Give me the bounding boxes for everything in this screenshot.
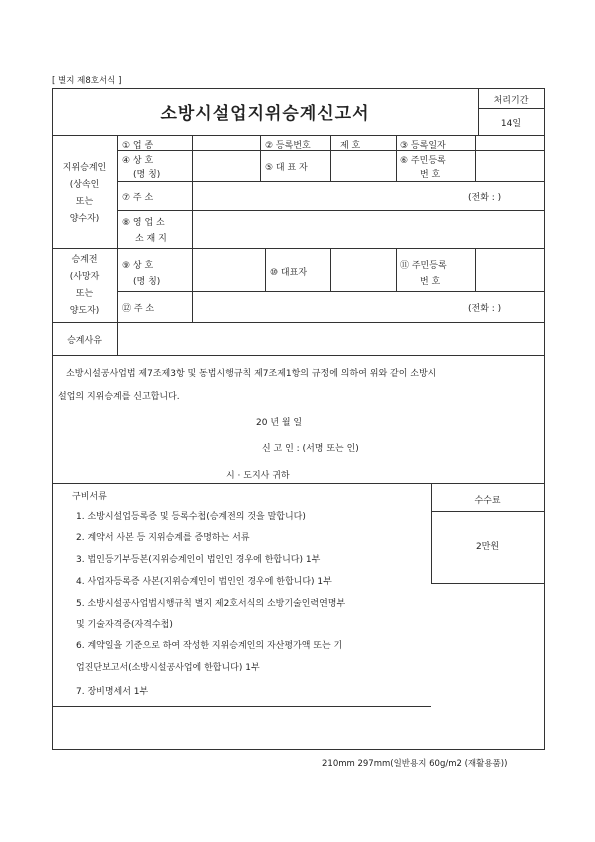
business-type-field[interactable]	[193, 136, 259, 150]
phone-label: (전화 : )	[468, 193, 502, 203]
resident-number-label: ⑥ 주민등록	[400, 156, 446, 166]
predecessor-resident-number-field[interactable]	[476, 249, 543, 291]
trade-name-sublabel: (명 칭)	[133, 170, 161, 180]
list-item: 4. 사업자등록증 사본(지위승계인이 법인인 경우에 한합니다) 1부	[76, 577, 332, 587]
predecessor-resident-number-label: ⑪ 주민등록	[400, 261, 447, 271]
predecessor-resident-number-sublabel: 번 호	[420, 277, 441, 287]
fee-label: 수수료	[474, 496, 501, 506]
registration-number-value[interactable]: 제 호	[340, 141, 361, 151]
succession-reason-label: 승계사유	[67, 336, 102, 346]
predecessor-trade-name-field[interactable]	[193, 249, 264, 291]
office-location-field[interactable]	[193, 211, 543, 248]
form-title: 소방시설업지위승계신고서	[160, 104, 370, 124]
predecessor-address-label: ⑫ 주 소	[122, 304, 155, 314]
office-location-sublabel: 소 재 지	[135, 234, 167, 244]
processing-period-label: 처리기간	[493, 96, 529, 106]
list-item: 7. 장비명세서 1부	[76, 687, 149, 697]
list-item: 업진단보고서(소방시설공사업에 한합니다) 1부	[76, 663, 260, 673]
address-label: ⑦ 주 소	[122, 193, 154, 203]
resident-number-sublabel: 번 호	[420, 170, 441, 180]
statement-line-1: 소방시설공사업법 제7조제3항 및 동법시행규칙 제7조제1항의 규정에 의하여 위와 같이 소방시	[66, 369, 437, 379]
representative-label: ⑤ 대 표 자	[265, 163, 308, 173]
trade-name-label: ④ 상 호	[122, 156, 154, 166]
list-item: 3. 법인등기부등본(지위승계인이 법인인 경우에 한합니다) 1부	[76, 555, 321, 565]
paper-spec-footer: 210mm 297mm(일반용지 60g/m2 (재활용품))	[322, 759, 508, 769]
required-documents-heading: 구비서류	[72, 492, 107, 502]
form-number: [ 별지 제8호서식 ]	[52, 76, 122, 86]
trade-name-field[interactable]	[193, 151, 259, 181]
list-item: 1. 소방시설업등록증 및 등록수첩(승계전의 것을 말합니다)	[76, 512, 306, 522]
registration-date-field[interactable]	[476, 136, 543, 150]
predecessor-trade-name-sublabel: (명 칭)	[133, 277, 161, 287]
list-item: 및 기술자격증(자격수첩)	[76, 620, 173, 630]
registration-date-label: ③ 등록일자	[400, 141, 446, 151]
successor-section-label: 지위승계인 (상속인 또는 양수자)	[62, 163, 107, 224]
processing-period-value: 14일	[500, 119, 522, 129]
recipient-line: 시 · 도지사 귀하	[226, 471, 290, 481]
statement-line-2: 설업의 지위승계를 신고합니다.	[58, 392, 180, 402]
address-field[interactable]	[193, 182, 463, 210]
succession-reason-field[interactable]	[118, 323, 543, 355]
predecessor-address-field[interactable]	[193, 292, 463, 322]
business-type-label: ① 업 종	[122, 141, 154, 151]
predecessor-trade-name-label: ⑨ 상 호	[122, 261, 154, 271]
registration-number-label: ② 등록번호	[265, 141, 311, 151]
fee-value: 2만원	[475, 542, 500, 552]
office-location-label: ⑧ 영 업 소	[122, 218, 165, 228]
predecessor-section-label: 승계전 (사망자 또는 양도자)	[69, 255, 100, 316]
report-date[interactable]: 20 년 월 일	[256, 418, 303, 428]
predecessor-representative-field[interactable]	[331, 249, 395, 291]
representative-field[interactable]	[331, 151, 395, 181]
predecessor-representative-label: ⑩ 대표자	[270, 268, 308, 278]
resident-number-field[interactable]	[476, 151, 543, 181]
predecessor-phone-label: (전화 : )	[468, 304, 502, 314]
list-item: 5. 소방시설공사업법시행규칙 별지 제2호서식의 소방기술인력연명부	[76, 599, 346, 609]
list-item: 2. 계약서 사본 등 지위승계를 증명하는 서류	[76, 533, 250, 543]
applicant-signature[interactable]: 신 고 인 : (서명 또는 인)	[262, 444, 359, 454]
list-item: 6. 계약일을 기준으로 하여 작성한 지위승계인의 자산평가액 또는 기	[76, 641, 343, 651]
